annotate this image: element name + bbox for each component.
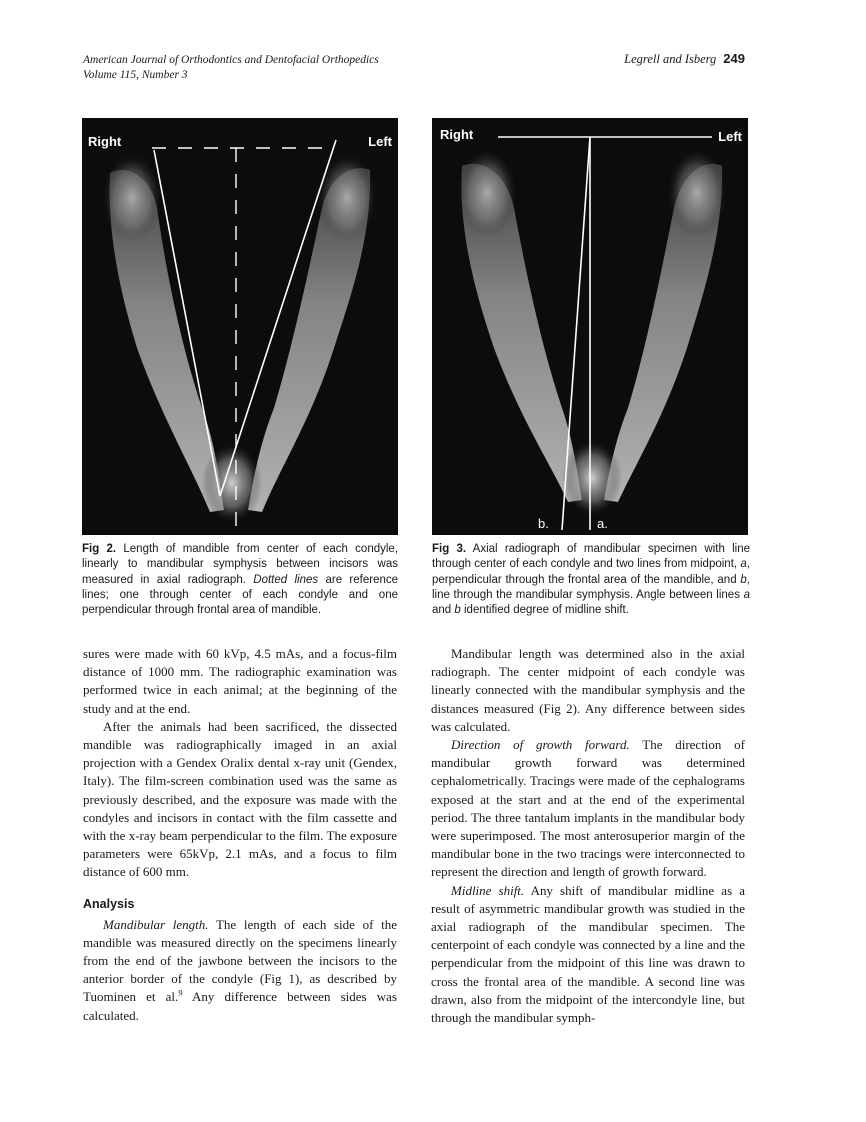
figure-2-caption-text-2: are reference lines; one through center of each condyle and one perpendicular through frontal area of mandible. <box>82 573 399 617</box>
figure-3-radiograph <box>432 118 748 535</box>
figure-3-label-b: b. <box>538 516 549 531</box>
figure-3-caption-text-2: , perpendicular through the frontal area of the mandible, <box>432 558 750 586</box>
figure-3-caption-b: b <box>740 573 747 586</box>
left-paragraph-1: sures were made with 60 kVp, 4.5 mAs, and a focus-film distance of 1000 mm. The radiographic examination was performed twice in each animal; at the beginning of the study and at the end. <box>83 646 397 716</box>
right-paragraph-3-text: Any shift of mandibular midline as a result of asymmetric mandibular growth was studied in the axial radiograph of the mandibular specimen. The centerpoint of each condyle was connected by a line and the perpendicular from the midpoint of this line was drawn to cross the frontal area of the mandible. A second line was drawn, also from the midpoint of the intercondyle line, but through the mandibular symph- <box>431 882 745 1026</box>
subheading-mandibular-length: Mandibular length. <box>103 916 209 932</box>
figure-3-caption-text-4: identified degree of midline shift. <box>464 604 629 617</box>
right-paragraph-2 <box>431 736 745 882</box>
figure-3-caption-a2: a <box>743 588 750 601</box>
subheading-midline-shift: Midline shift. <box>451 882 525 898</box>
figure-3-label-a: a. <box>597 516 608 531</box>
left-paragraph-3 <box>83 916 397 1025</box>
reference-superscript: 9 <box>178 988 183 999</box>
left-paragraph-3-tail: Any difference between sides was calculated. <box>83 989 397 1023</box>
right-paragraph-3 <box>431 882 745 1028</box>
running-header-authors <box>624 51 745 67</box>
figure-3-image <box>432 118 748 535</box>
left-column <box>83 645 397 1025</box>
figure-3-caption-and: and <box>717 573 737 586</box>
figure-3-caption <box>432 542 750 618</box>
figure-3-caption-b2: b <box>454 604 461 617</box>
figure-3-caption-text-3: , line through the mandibular symphysis. Angle between lines <box>432 573 750 601</box>
section-heading-analysis: Analysis <box>83 896 135 911</box>
left-condyle <box>102 153 162 243</box>
figure-3-caption-a: a <box>740 558 747 571</box>
figure-3-caption-label: Fig 3. <box>432 543 467 555</box>
page-number: 249 <box>723 51 745 66</box>
right-paragraph-1: Mandibular length was determined also in the axial radiograph. The center midpoint of each condyle was linearly connected with the mandibular symphysis and the distances measured (Fig 2). Any difference between sides was calculated. <box>431 646 745 734</box>
figure-3-caption-and2: and <box>432 604 452 617</box>
figure-2-label-right: Right <box>88 134 122 149</box>
symphysis-region <box>202 443 262 523</box>
right-condyle <box>317 153 377 243</box>
figure-2-image <box>82 118 398 535</box>
figure-2-caption-text: Length of mandible from center of each condyle, linearly to mandibular symphysis between incisors was measured in axial radiograph. <box>82 543 399 586</box>
figure-2-caption-label: Fig 2. <box>82 543 117 555</box>
figure-3-label-right: Right <box>440 127 474 142</box>
right-column <box>431 645 745 1027</box>
right-paragraph-2-text: The direction of mandibular growth forward was determined cephalometrically. Tracings were made of the cephalograms exposed at the start and at the end of the experimental period. The three tantalum implants in the mandibular body were superimposed. The most anterosuperior margin of the mandibular bone in the two tracings were interconnected to represent the direction and length of growth forward. <box>431 737 745 880</box>
figure-3-caption-text: Axial radiograph of mandibular specimen with line through center of each condyle and two lines from midpoint, <box>432 543 751 571</box>
figure-2-caption-italic: Dotted lines <box>253 573 319 586</box>
subheading-direction-of-growth: Direction of growth forward. <box>451 737 630 753</box>
left-condyle <box>457 148 517 238</box>
author-names: Legrell and Isberg <box>624 52 717 66</box>
symphysis-region <box>562 440 622 516</box>
figure-2-label-left: Left <box>368 134 392 149</box>
running-header-journal <box>83 53 379 83</box>
left-paragraph-3-text: The length of each side of the mandible was measured directly on the specimens linearly from the end of the jawbone between the incisors to the anterior border of the condyle (Fig 1), as described by Tuominen et al. <box>83 916 397 1005</box>
figure-2-caption <box>82 542 398 618</box>
right-condyle <box>667 148 727 238</box>
figure-2-radiograph <box>82 118 398 535</box>
left-paragraph-2: After the animals had been sacrificed, the dissected mandible was radiographically imaged in an axial projection with a Gendex Oralix dental x-ray unit (Gendex, Italy). The film-screen combination used was the same as previously described, and the exposure was made with the condyles and incisors in contact with the film cassette and with the x-ray beam perpendicular to the film. The exposure parameters were 65kVp, 2.1 mAs, and a focus to film distance of 600 mm. <box>83 718 397 880</box>
journal-volume: Volume 115, Number 3 <box>83 69 188 81</box>
figure-3-label-left: Left <box>718 129 742 144</box>
journal-title: American Journal of Orthodontics and Dentofacial Orthopedics <box>83 54 379 66</box>
